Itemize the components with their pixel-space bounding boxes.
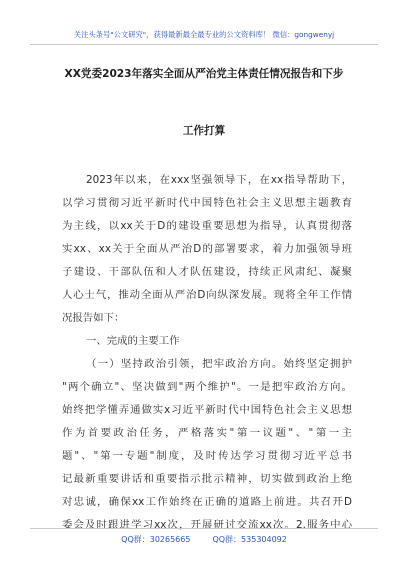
- body-line: 为主线，以xx关于D的建设重要思想为指导，认真贯彻落: [62, 220, 352, 232]
- body-line: 作为首要政治任务，严格落实"第一议题"、"第一主: [62, 427, 352, 439]
- header-promo-text: 关注头条号"公文研究"，获得最新最全最专业的公文资料库！ 微信：gongwenyj: [73, 30, 335, 39]
- body-line: 况报告如下：: [62, 312, 125, 324]
- document-title-line-1: XX党委2023年落实全面从严治党主体责任情况报告和下步: [64, 68, 344, 80]
- body-line: 子建设、干部队伍和人才队伍建设，持续正风肃纪、凝聚: [62, 266, 352, 278]
- footer-qq-group-1: QQ群：30265665: [121, 535, 191, 544]
- body-line: 题"、"第一专题"制度，及时传达学习贯彻习近平总书: [62, 450, 352, 462]
- body-line: 委会及时跟进学习xx次，开展研讨交流xx次。2.服务中心: [62, 516, 352, 531]
- document-title-line-2: 工作打算: [182, 125, 226, 137]
- body-line: "两个确立"、坚决做到"两个维护"。一是把牢政治方向。: [62, 381, 352, 393]
- body-line: 对忠诚，确保xx工作始终在正确的道路上前进。共召开D: [62, 496, 352, 508]
- body-line: 始终把学懂弄通做实x习近平新时代中国特色社会主义思想: [62, 404, 352, 416]
- footer-qq-group-2: QQ群：535304092: [212, 535, 287, 544]
- body-line: 2023年以来，在xxx坚强领导下，在xx指导帮助下，: [86, 174, 352, 186]
- body-line: 实xx、xx关于全面从严治D的部署要求，着力加强领导班: [62, 243, 352, 255]
- footer-divider: [30, 528, 378, 529]
- section-heading: 一、完成的主要工作: [86, 335, 180, 347]
- header-divider: [30, 44, 378, 45]
- body-line: 人心士气，推动全面从严治D向纵深发展。现将全年工作情: [62, 289, 352, 301]
- body-line: 记最新重要讲话和重要指示批示精神，切实做到政治上绝: [62, 473, 352, 485]
- body-line: 以学习贯彻习近平新时代中国特色社会主义思想主题教育: [62, 197, 352, 209]
- footer: [0, 534, 408, 545]
- subsection-heading: （一）坚持政治引领，把牢政治方向。始终坚定拥护: [86, 358, 352, 370]
